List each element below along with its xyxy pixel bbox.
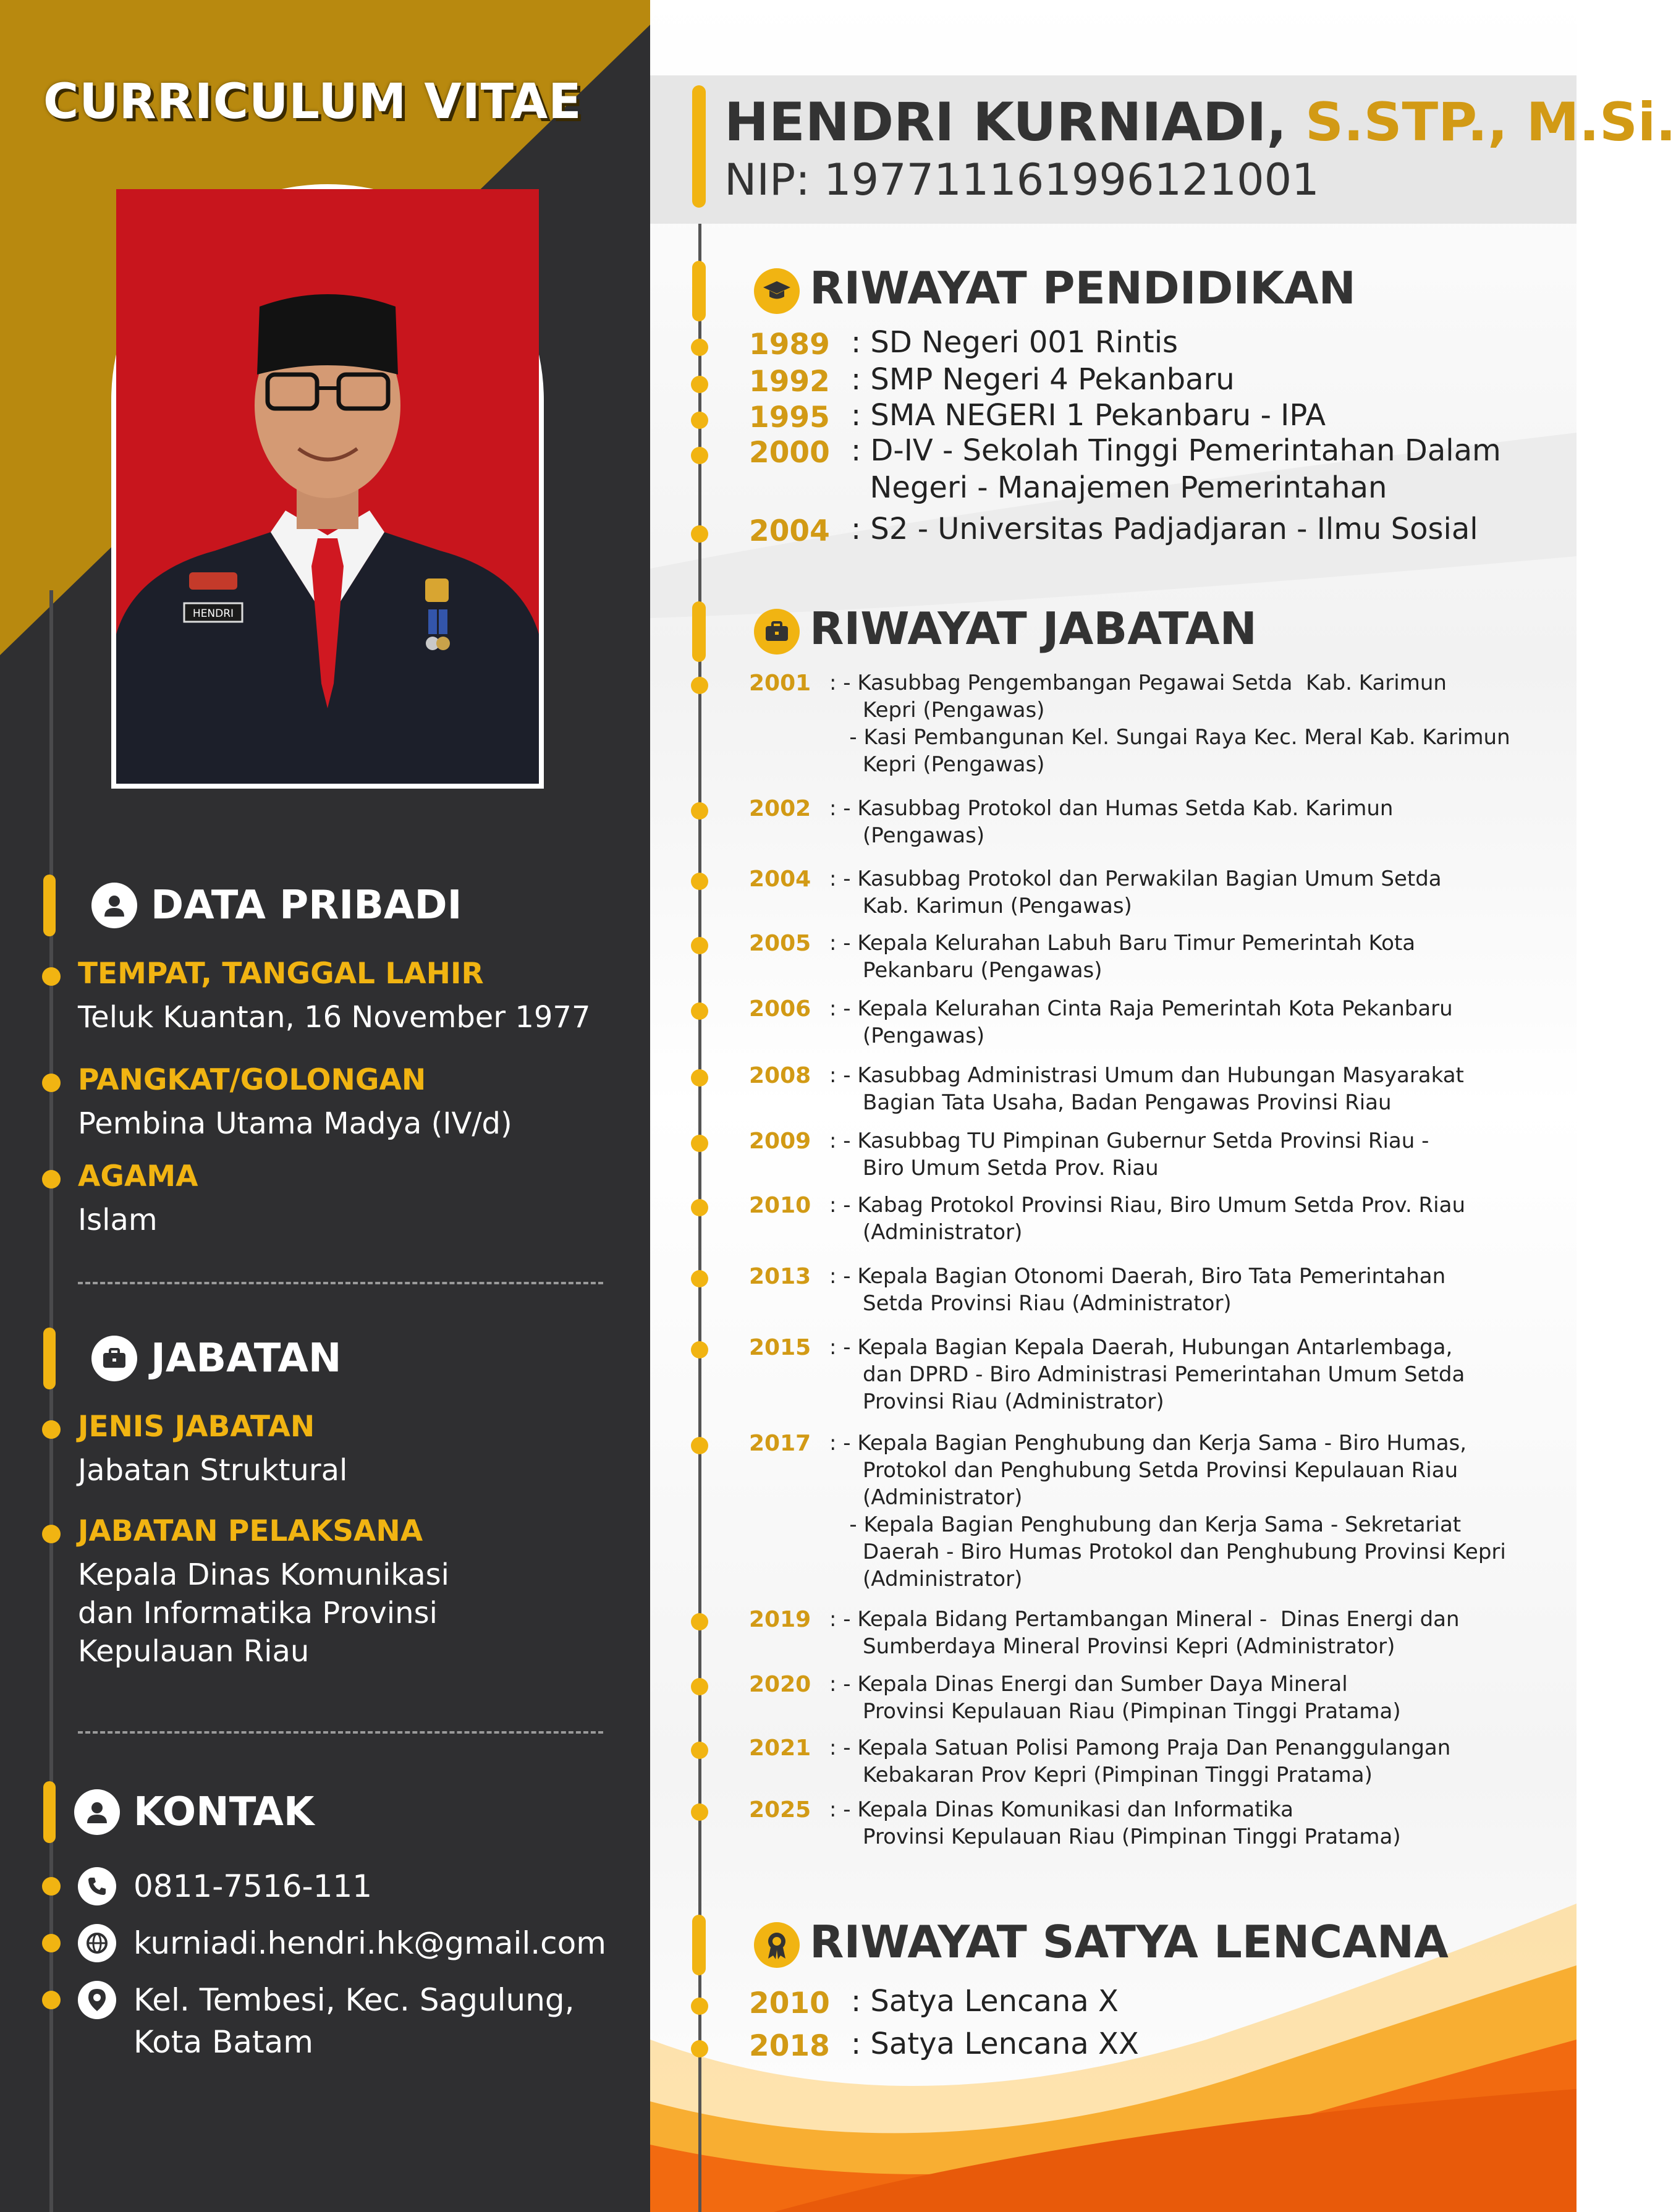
medals-section-title: RIWAYAT SATYA LENCANA xyxy=(810,1916,1449,1968)
timeline-dot xyxy=(691,1199,708,1216)
left-timeline-line xyxy=(49,590,53,2212)
entry-text-line: (Administrator) xyxy=(829,1567,1023,1591)
timeline-dot xyxy=(42,1420,61,1439)
entry-text-line: : - Kepala Bagian Penghubung dan Kerja Sama - Biro Humas, xyxy=(829,1431,1467,1456)
entry-text-line: : - Kasubbag Protokol dan Humas Setda Kab. Karimun xyxy=(829,796,1394,821)
timeline-dot xyxy=(42,1074,61,1092)
entry-text-line: Kepri (Pengawas) xyxy=(829,752,1045,777)
year-label: 1992 xyxy=(749,365,830,399)
graduation-cap-icon xyxy=(754,268,800,314)
address-line: Kel. Tembesi, Kec. Sagulung, xyxy=(133,1982,575,2018)
entry-text-line: Setda Provinsi Riau (Administrator) xyxy=(829,1291,1232,1316)
year-label: 2025 xyxy=(749,1797,811,1823)
year-label: 2001 xyxy=(749,671,811,696)
medal-icon xyxy=(754,1922,800,1968)
year-label: 2013 xyxy=(749,1264,811,1289)
divider xyxy=(78,1282,603,1284)
position-type-label: JENIS JABATAN xyxy=(78,1410,315,1444)
entry-text-line: Daerah - Biro Humas Protokol dan Penghubung Provinsi Kepri xyxy=(829,1540,1506,1564)
year-label: 2019 xyxy=(749,1607,811,1632)
entry-text-line: - Kepala Bagian Penghubung dan Kerja Sama - Sekretariat xyxy=(829,1512,1462,1537)
location-pin-icon xyxy=(78,1981,116,2019)
globe-icon xyxy=(78,1924,116,1962)
entry-text-line: : - Kepala Bagian Otonomi Daerah, Biro Tata Pemerintahan xyxy=(829,1264,1446,1289)
timeline-dot xyxy=(691,525,708,543)
timeline-dot xyxy=(691,1135,708,1152)
timeline-dot xyxy=(691,873,708,890)
entry-text-line: - Kasi Pembangunan Kel. Sungai Raya Kec. Meral Kab. Karimun xyxy=(829,725,1510,750)
entry-text-line: (Administrator) xyxy=(829,1485,1023,1510)
contact-section-header xyxy=(74,1789,315,1835)
current-position-line: dan Informatika Provinsi xyxy=(78,1596,438,1630)
current-position-label: JABATAN PELAKSANA xyxy=(78,1514,423,1548)
entry-text-line: Kab. Karimun (Pengawas) xyxy=(829,894,1132,918)
left-panel xyxy=(0,0,650,2212)
entry-text-line: : - Kasubbag Protokol dan Perwakilan Bagian Umum Setda xyxy=(829,867,1442,891)
entry-text-line: Kebakaran Prov Kepri (Pimpinan Tinggi Pratama) xyxy=(829,1763,1373,1787)
rank-label: PANGKAT/GOLONGAN xyxy=(78,1063,426,1097)
timeline-dot xyxy=(691,1613,708,1630)
timeline-dot xyxy=(691,1678,708,1695)
education-section-bar xyxy=(692,261,706,321)
entry-text-line: (Pengawas) xyxy=(829,1023,985,1048)
timeline-dot xyxy=(42,1170,61,1189)
religion-value: Islam xyxy=(78,1203,158,1237)
entry-text-line: : SD Negeri 001 Rintis xyxy=(851,325,1179,360)
entry-text-line: Provinsi Riau (Administrator) xyxy=(829,1389,1164,1414)
entry-text-line: : - Kasubbag Pengembangan Pegawai Setda Kab. Karimun xyxy=(829,671,1447,695)
entry-text-line: : SMA NEGERI 1 Pekanbaru - IPA xyxy=(851,398,1326,433)
personal-section-bar xyxy=(43,875,56,936)
user-icon xyxy=(74,1789,120,1835)
entry-text-line: Protokol dan Penghubung Setda Provinsi Kepulauan Riau xyxy=(829,1458,1458,1483)
timeline-dot xyxy=(42,1877,61,1896)
year-label: 2015 xyxy=(749,1335,811,1360)
entry-text-line: Provinsi Kepulauan Riau (Pimpinan Tinggi Pratama) xyxy=(829,1824,1401,1849)
position-section-header xyxy=(91,1336,341,1381)
entry-text-line: dan DPRD - Biro Administrasi Pemerintahan Umum Setda xyxy=(829,1362,1465,1387)
year-label: 2020 xyxy=(749,1672,811,1697)
medals-section-bar xyxy=(692,1915,706,1975)
entry-text-line: : - Kepala Bidang Pertambangan Mineral - Dinas Energi dan xyxy=(829,1607,1460,1632)
entry-text-line: Sumberdaya Mineral Provinsi Kepri (Administrator) xyxy=(829,1634,1395,1659)
cv-title: CURRICULUM VITAE xyxy=(43,74,582,130)
timeline-dot xyxy=(691,1437,708,1454)
entry-text-line: : - Kasubbag Administrasi Umum dan Hubungan Masyarakat xyxy=(829,1063,1464,1088)
year-label: 2008 xyxy=(749,1063,811,1088)
year-label: 1989 xyxy=(749,328,830,362)
name-header-bar xyxy=(692,85,706,208)
phone-icon xyxy=(78,1867,116,1905)
year-label: 2010 xyxy=(749,1193,811,1218)
entry-text-line: (Administrator) xyxy=(829,1220,1023,1245)
phone-number[interactable]: 0811-7516-111 xyxy=(133,1868,373,1904)
nip-number: NIP: 197711161996121001 xyxy=(724,155,1319,205)
person-name: HENDRI KURNIADI, xyxy=(724,91,1287,153)
contact-section-title: KONTAK xyxy=(133,1789,315,1835)
entry-text-line: Bagian Tata Usaha, Badan Pengawas Provinsi Riau xyxy=(829,1090,1392,1115)
position-section-title: JABATAN xyxy=(151,1336,342,1381)
year-label: 2017 xyxy=(749,1431,811,1456)
entry-text-line: Biro Umum Setda Prov. Riau xyxy=(829,1156,1159,1180)
entry-text-line: : - Kabag Protokol Provinsi Riau, Biro Umum Setda Prov. Riau xyxy=(829,1193,1466,1218)
timeline-dot xyxy=(691,1998,708,2015)
timeline-dot xyxy=(42,1525,61,1543)
entry-text-line: : - Kepala Kelurahan Cinta Raja Pemerintah Kota Pekanbaru xyxy=(829,996,1453,1021)
year-label: 2002 xyxy=(749,796,811,821)
address-line: Kota Batam xyxy=(133,2024,313,2060)
portrait-illustration xyxy=(116,189,539,784)
timeline-dot xyxy=(691,447,708,464)
entry-text-line: Provinsi Kepulauan Riau (Pimpinan Tinggi Pratama) xyxy=(829,1699,1401,1724)
timeline-dot xyxy=(691,339,708,356)
entry-text-line: : - Kepala Kelurahan Labuh Baru Timur Pemerintah Kota xyxy=(829,931,1416,956)
full-name xyxy=(724,91,1676,153)
current-position-line: Kepala Dinas Komunikasi xyxy=(78,1557,450,1592)
year-label: 2006 xyxy=(749,996,811,1022)
entry-text-line: : D-IV - Sekolah Tinggi Pemerintahan Dalam xyxy=(851,433,1501,468)
entry-text-line: Pekanbaru (Pengawas) xyxy=(829,958,1103,983)
right-timeline-line xyxy=(698,93,701,2212)
entry-text-line: : - Kasubbag TU Pimpinan Gubernur Setda Provinsi Riau - xyxy=(829,1129,1429,1153)
year-label: 2021 xyxy=(749,1735,811,1761)
academic-title: S.STP., M.Si. xyxy=(1305,91,1676,153)
year-label: 1995 xyxy=(749,400,830,434)
timeline-dot xyxy=(42,1991,61,2009)
entry-text-line: (Pengawas) xyxy=(829,823,985,848)
timeline-dot xyxy=(691,677,708,694)
entry-text-line: : S2 - Universitas Padjadjaran - Ilmu Sosial xyxy=(851,512,1478,546)
entry-text-line: : - Kepala Bagian Kepala Daerah, Hubungan Antarlembaga, xyxy=(829,1335,1453,1360)
current-position-line: Kepulauan Riau xyxy=(78,1634,310,1669)
user-icon xyxy=(91,883,137,928)
divider xyxy=(78,1731,603,1734)
timeline-dot xyxy=(42,1934,61,1952)
timeline-dot xyxy=(691,1270,708,1287)
right-panel xyxy=(650,0,1676,2212)
personal-section-header xyxy=(91,883,462,928)
entry-text-line: : - Kepala Dinas Komunikasi dan Informatika xyxy=(829,1797,1294,1822)
birth-label: TEMPAT, TANGGAL LAHIR xyxy=(78,957,484,991)
timeline-dot xyxy=(691,802,708,820)
timeline-dot xyxy=(691,937,708,954)
timeline-dot xyxy=(691,1803,708,1821)
name-badge-text: HENDRI xyxy=(192,608,234,620)
education-section-title: RIWAYAT PENDIDIKAN xyxy=(810,262,1356,314)
religion-label: AGAMA xyxy=(78,1159,198,1193)
career-section-bar xyxy=(692,601,706,662)
timeline-dot xyxy=(42,967,61,986)
entry-text-line: Negeri - Manajemen Pemerintahan xyxy=(851,470,1387,505)
timeline-dot xyxy=(691,1002,708,1020)
year-label: 2010 xyxy=(749,1986,830,2020)
year-label: 2000 xyxy=(749,436,830,470)
year-label: 2018 xyxy=(749,2029,830,2063)
timeline-dot xyxy=(691,2040,708,2057)
entry-text-line: : - Kepala Dinas Energi dan Sumber Daya Mineral xyxy=(829,1672,1348,1697)
year-label: 2004 xyxy=(749,514,830,548)
birth-value: Teluk Kuantan, 16 November 1977 xyxy=(78,1000,591,1035)
briefcase-icon xyxy=(91,1336,137,1381)
timeline-dot xyxy=(691,1742,708,1759)
timeline-dot xyxy=(691,1069,708,1087)
profile-photo xyxy=(111,184,544,789)
entry-text-line: Kepri (Pengawas) xyxy=(829,698,1045,723)
contact-section-bar xyxy=(43,1781,56,1843)
entry-text-line: : Satya Lencana X xyxy=(851,1984,1119,2019)
entry-text-line: : SMP Negeri 4 Pekanbaru xyxy=(851,362,1235,397)
career-section-title: RIWAYAT JABATAN xyxy=(810,603,1257,655)
email-address[interactable]: kurniadi.hendri.hk@gmail.com xyxy=(133,1925,606,1961)
position-type-value: Jabatan Struktural xyxy=(78,1453,348,1488)
personal-section-title: DATA PRIBADI xyxy=(151,883,462,928)
year-label: 2009 xyxy=(749,1129,811,1154)
briefcase-icon xyxy=(754,609,800,655)
timeline-dot xyxy=(691,1341,708,1358)
year-label: 2004 xyxy=(749,867,811,892)
timeline-dot xyxy=(691,376,708,393)
rank-value: Pembina Utama Madya (IV/d) xyxy=(78,1106,512,1141)
position-section-bar xyxy=(43,1328,56,1389)
entry-text-line: : - Kepala Satuan Polisi Pamong Praja Dan Penanggulangan xyxy=(829,1735,1451,1760)
entry-text-line: : Satya Lencana XX xyxy=(851,2027,1139,2061)
timeline-dot xyxy=(691,412,708,429)
year-label: 2005 xyxy=(749,931,811,956)
